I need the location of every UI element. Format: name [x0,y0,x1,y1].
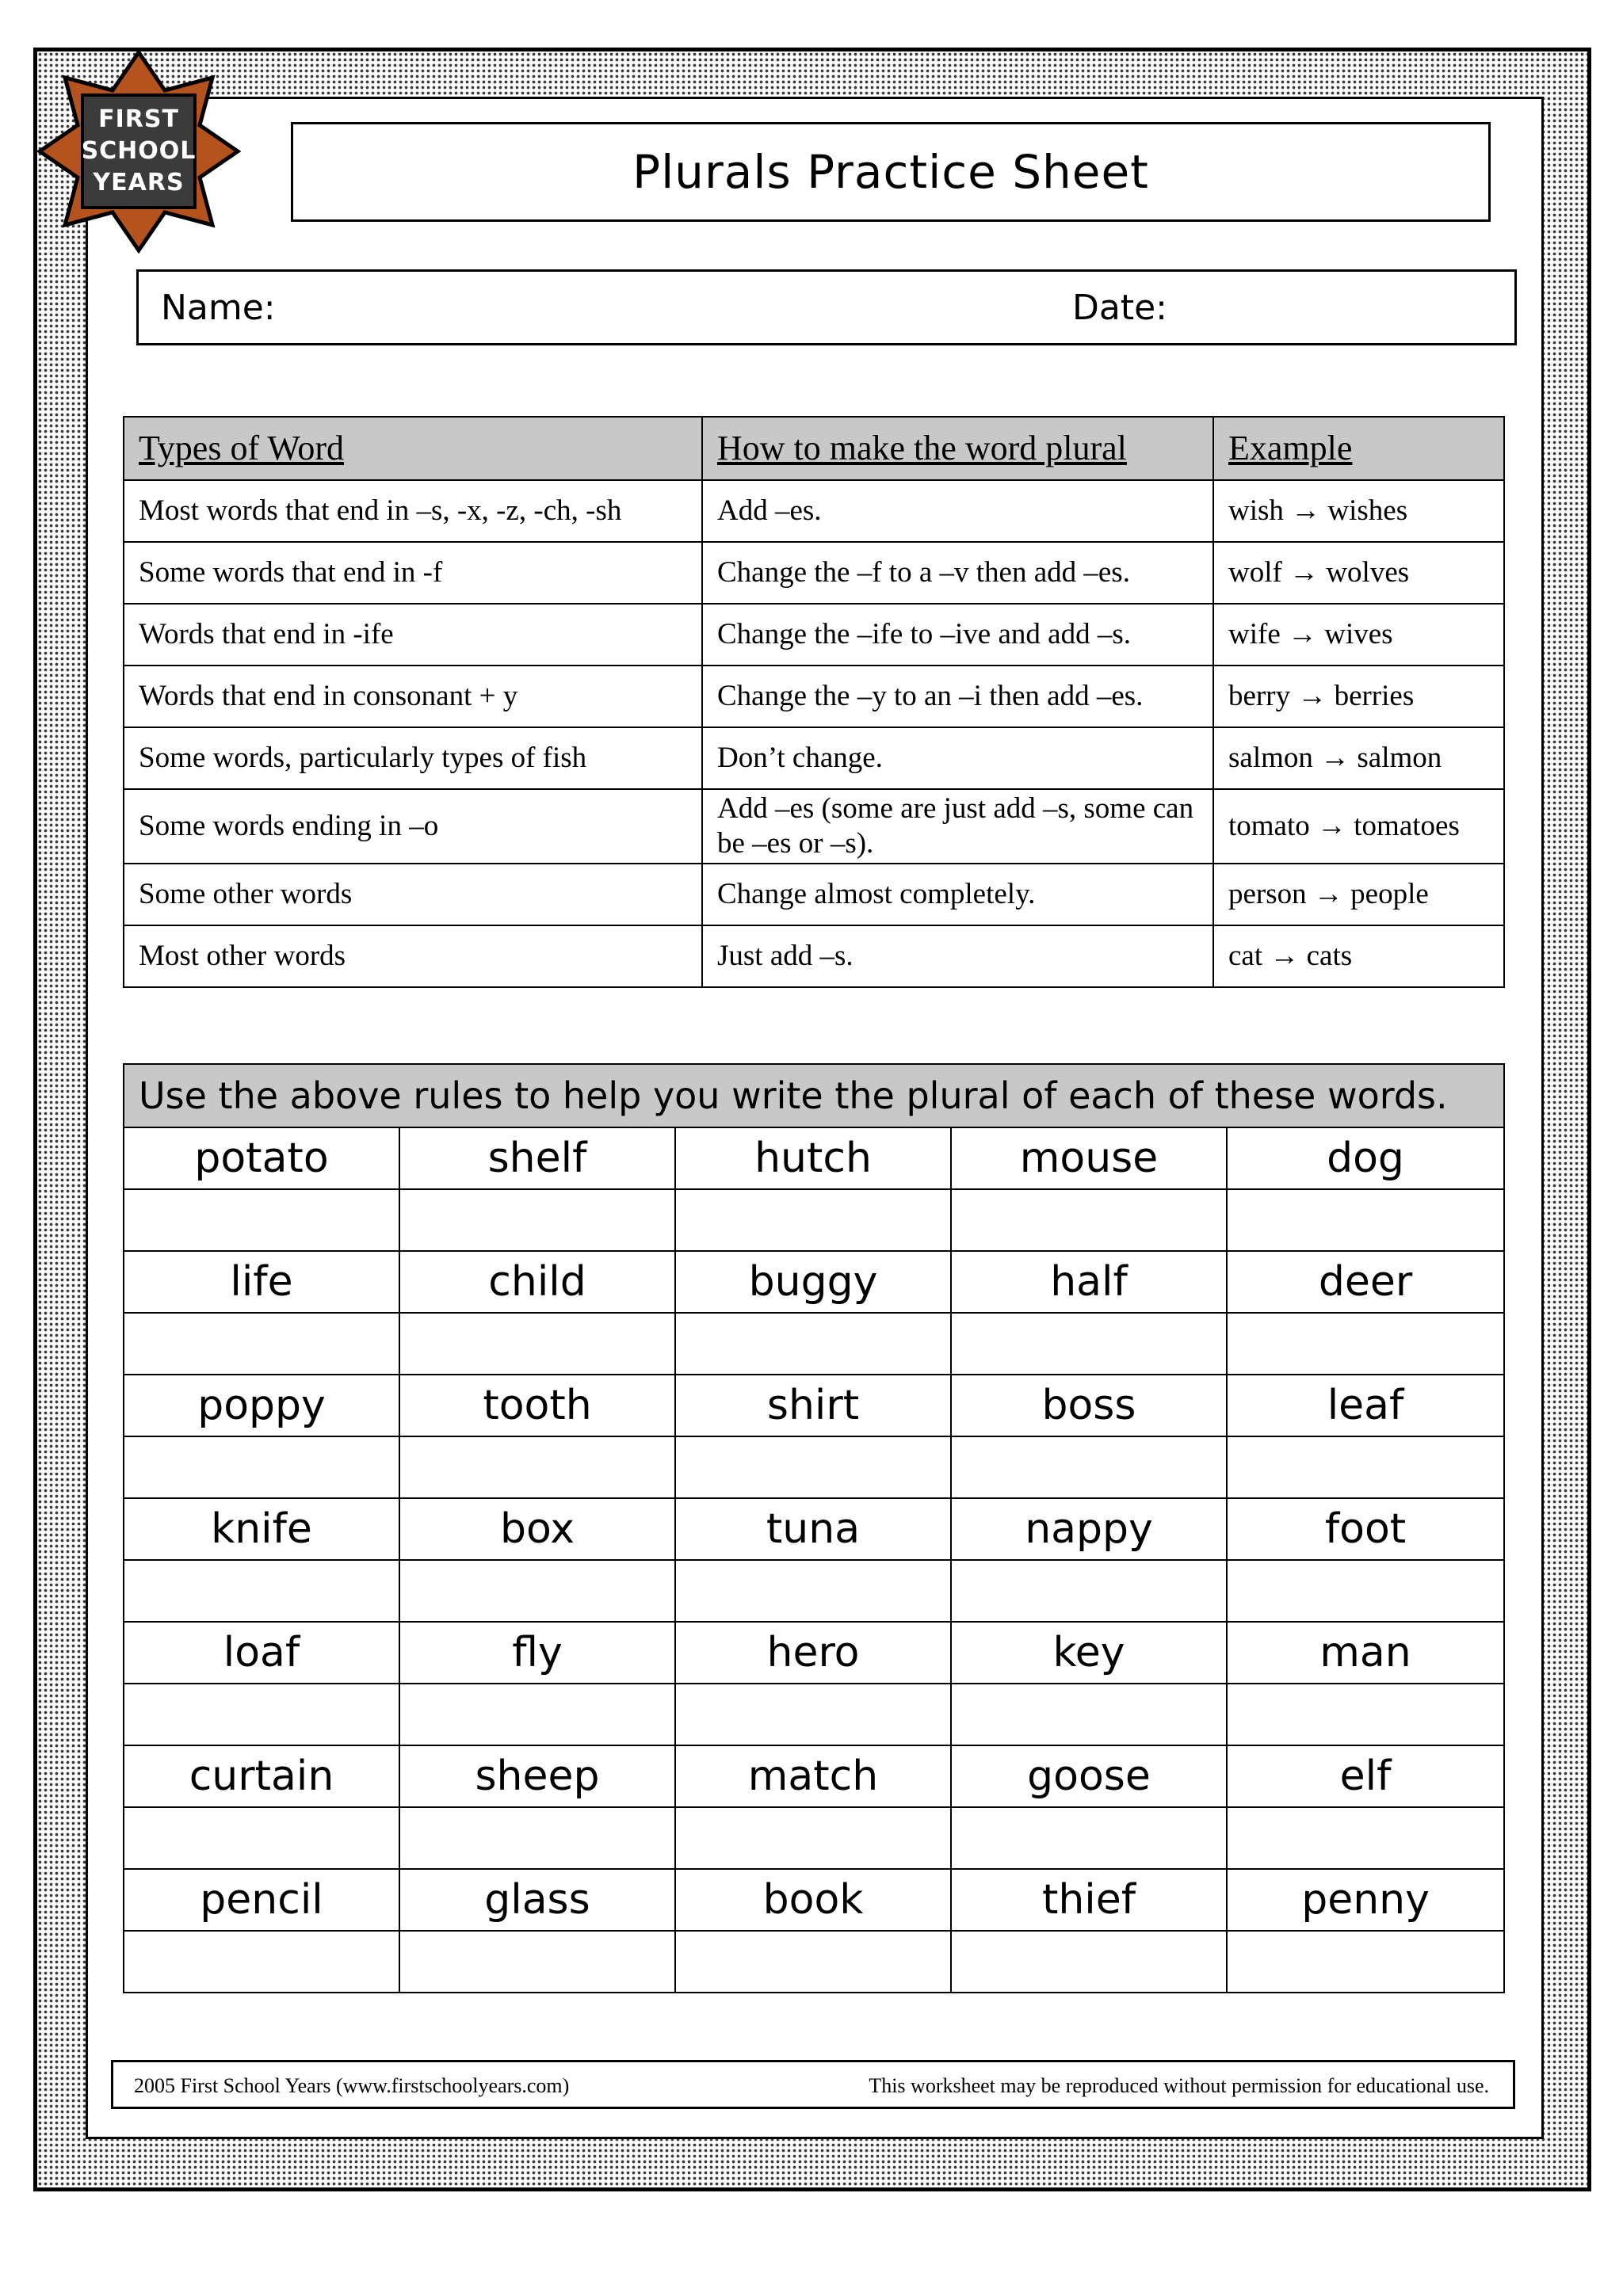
rule-example: berry → berries [1213,666,1504,727]
footer [111,2060,1515,2109]
practice-word: curtain [124,1745,399,1807]
rule-method: Change the –ife to –ive and add –s. [702,604,1213,666]
practice-word: tuna [675,1498,951,1560]
name-date-box [136,269,1517,345]
rule-example: wish → wishes [1213,480,1504,542]
rule-example: cat → cats [1213,925,1504,987]
rule-type: Words that end in -ife [124,604,702,666]
rule-example: salmon → salmon [1213,727,1504,789]
rule-type: Some other words [124,864,702,925]
answer-cell[interactable] [951,1560,1227,1622]
rule-type: Most words that end in –s, -x, -z, -ch, -sh [124,480,702,542]
answer-cell[interactable] [675,1560,951,1622]
practice-word: foot [1227,1498,1504,1560]
rule-method: Change almost completely. [702,864,1213,925]
practice-word: thief [951,1869,1227,1931]
rule-row [124,542,1504,604]
practice-word: hutch [675,1127,951,1189]
answer-cell[interactable] [124,1560,399,1622]
practice-word: loaf [124,1622,399,1684]
rule-row [124,604,1504,666]
plural-rules-table [123,416,1505,988]
answer-cell[interactable] [124,1807,399,1869]
answer-row [124,1560,1504,1622]
rules-header-row [124,417,1504,480]
rule-row [124,925,1504,987]
rule-type: Words that end in consonant + y [124,666,702,727]
header-example: Example [1213,417,1504,480]
page-title: Plurals Practice Sheet [291,122,1491,222]
rule-example: wolf → wolves [1213,542,1504,604]
practice-word: mouse [951,1127,1227,1189]
rule-example: tomato → tomatoes [1213,789,1504,864]
word-row [124,1251,1504,1313]
word-row [124,1869,1504,1931]
logo-line-3: YEARS [93,169,185,196]
practice-word: knife [124,1498,399,1560]
practice-instruction: Use the above rules to help you write the plural of each of these words. [124,1064,1504,1127]
practice-word: penny [1227,1869,1504,1931]
practice-word: half [951,1251,1227,1313]
rule-method: Just add –s. [702,925,1213,987]
practice-word: goose [951,1745,1227,1807]
answer-cell[interactable] [399,1807,675,1869]
practice-word: dog [1227,1127,1504,1189]
practice-word: boss [951,1375,1227,1436]
answer-cell[interactable] [1227,1684,1504,1745]
rule-type: Some words, particularly types of fish [124,727,702,789]
practice-word: child [399,1251,675,1313]
answer-cell[interactable] [124,1189,399,1251]
footer-permission: This worksheet may be reproduced without permission for educational use. [869,2074,1489,2097]
answer-cell[interactable] [399,1436,675,1498]
practice-word: deer [1227,1251,1504,1313]
logo-lettering [36,49,241,254]
answer-cell[interactable] [399,1189,675,1251]
practice-word: man [1227,1622,1504,1684]
answer-cell[interactable] [951,1313,1227,1375]
practice-word: elf [1227,1745,1504,1807]
practice-table [123,1063,1505,1993]
answer-cell[interactable] [1227,1807,1504,1869]
practice-word: buggy [675,1251,951,1313]
answer-cell[interactable] [399,1684,675,1745]
rule-row [124,789,1504,864]
answer-cell[interactable] [675,1313,951,1375]
logo-line-2: SCHOOL [81,137,197,165]
practice-word: tooth [399,1375,675,1436]
answer-row [124,1313,1504,1375]
rule-row [124,864,1504,925]
answer-cell[interactable] [1227,1560,1504,1622]
answer-row [124,1189,1504,1251]
practice-word: leaf [1227,1375,1504,1436]
rule-method: Add –es. [702,480,1213,542]
practice-header-row [124,1064,1504,1127]
word-row [124,1622,1504,1684]
date-label: Date: [1072,288,1167,328]
answer-row [124,1931,1504,1993]
practice-word: potato [124,1127,399,1189]
rule-type: Some words ending in –o [124,789,702,864]
answer-cell[interactable] [675,1436,951,1498]
practice-word: sheep [399,1745,675,1807]
practice-word: match [675,1745,951,1807]
word-row [124,1745,1504,1807]
answer-cell[interactable] [1227,1189,1504,1251]
answer-cell[interactable] [675,1684,951,1745]
logo-line-1: FIRST [98,105,179,133]
practice-word: pencil [124,1869,399,1931]
answer-cell[interactable] [951,1684,1227,1745]
answer-cell[interactable] [951,1436,1227,1498]
answer-row [124,1436,1504,1498]
answer-cell[interactable] [675,1189,951,1251]
rule-row [124,480,1504,542]
word-row [124,1375,1504,1436]
answer-cell[interactable] [124,1931,399,1993]
rule-row [124,666,1504,727]
answer-cell[interactable] [1227,1436,1504,1498]
answer-cell[interactable] [399,1560,675,1622]
header-types-of-word: Types of Word [124,417,702,480]
rule-method: Change the –y to an –i then add –es. [702,666,1213,727]
answer-cell[interactable] [1227,1313,1504,1375]
practice-word: nappy [951,1498,1227,1560]
name-label: Name: [161,288,276,328]
practice-word: box [399,1498,675,1560]
practice-word: key [951,1622,1227,1684]
answer-cell[interactable] [951,1931,1227,1993]
answer-cell[interactable] [951,1189,1227,1251]
answer-cell[interactable] [675,1807,951,1869]
rule-example: wife → wives [1213,604,1504,666]
practice-word: life [124,1251,399,1313]
rule-method: Don’t change. [702,727,1213,789]
answer-cell[interactable] [124,1684,399,1745]
practice-word: poppy [124,1375,399,1436]
answer-cell[interactable] [675,1931,951,1993]
answer-cell[interactable] [399,1931,675,1993]
practice-word: shelf [399,1127,675,1189]
rule-type: Some words that end in -f [124,542,702,604]
header-how-to-make-plural: How to make the word plural [702,417,1213,480]
rule-example: person → people [1213,864,1504,925]
answer-row [124,1807,1504,1869]
rule-method: Add –es (some are just add –s, some can be –es or –s). [702,789,1213,864]
practice-word: shirt [675,1375,951,1436]
answer-row [124,1684,1504,1745]
rule-method: Change the –f to a –v then add –es. [702,542,1213,604]
practice-word: fly [399,1622,675,1684]
word-row [124,1498,1504,1560]
practice-word: book [675,1869,951,1931]
word-row [124,1127,1504,1189]
answer-cell[interactable] [124,1313,399,1375]
answer-cell[interactable] [951,1807,1227,1869]
answer-cell[interactable] [1227,1931,1504,1993]
practice-word: hero [675,1622,951,1684]
answer-cell[interactable] [124,1436,399,1498]
rule-row [124,727,1504,789]
practice-word: glass [399,1869,675,1931]
footer-copyright: 2005 First School Years (www.firstschoolyears.com) [134,2074,570,2097]
rule-type: Most other words [124,925,702,987]
answer-cell[interactable] [399,1313,675,1375]
